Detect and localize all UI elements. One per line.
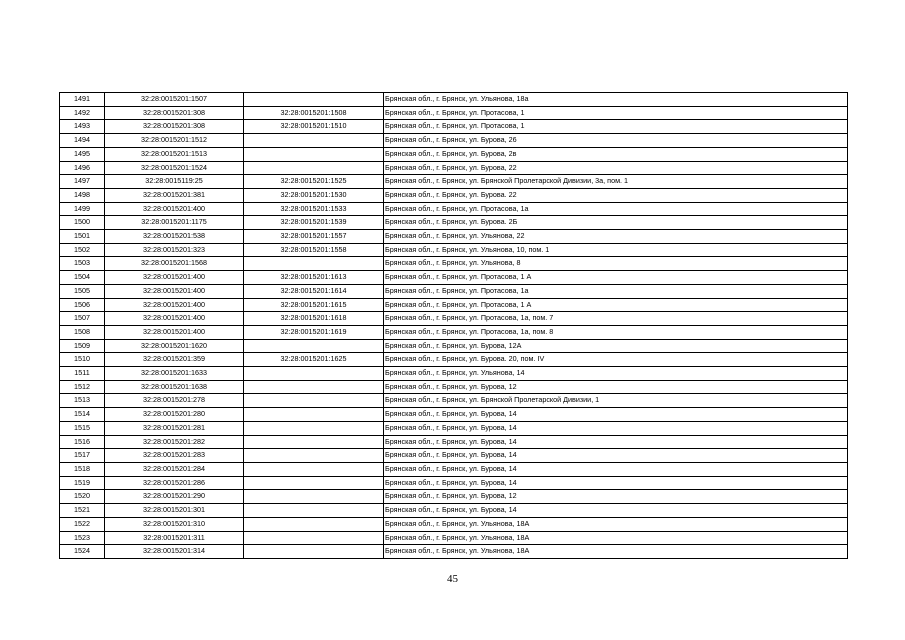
address-cell: Брянская обл., г. Брянск, ул. Бурова, 2в <box>384 147 848 161</box>
table-row <box>60 490 848 504</box>
table-row <box>60 93 848 107</box>
premises-cadastral-number-cell: 32:28:0015201:1530 <box>244 188 384 202</box>
premises-cadastral-number-cell <box>244 394 384 408</box>
cadastral-number-cell: 32:28:0015201:323 <box>105 243 244 257</box>
premises-cadastral-number-cell <box>244 380 384 394</box>
table-row <box>60 449 848 463</box>
table-row <box>60 202 848 216</box>
address-cell: Брянская обл., г. Брянск, ул. Протасова, 1а, пом. 7 <box>384 312 848 326</box>
premises-cadastral-number-cell <box>244 367 384 381</box>
premises-cadastral-number-cell: 32:28:0015201:1618 <box>244 312 384 326</box>
table-row <box>60 106 848 120</box>
address-cell: Брянская обл., г. Брянск, ул. Бурова, 14 <box>384 408 848 422</box>
table-row <box>60 435 848 449</box>
cadastral-number-cell: 32:28:0015201:400 <box>105 271 244 285</box>
registry-table <box>59 92 848 559</box>
premises-cadastral-number-cell: 32:28:0015201:1533 <box>244 202 384 216</box>
row-number-cell: 1506 <box>60 298 105 312</box>
table-row <box>60 325 848 339</box>
address-cell: Брянская обл., г. Брянск, ул. Ульянова, 8 <box>384 257 848 271</box>
table-row <box>60 517 848 531</box>
cadastral-number-cell: 32:28:0015201:282 <box>105 435 244 449</box>
premises-cadastral-number-cell: 32:28:0015201:1539 <box>244 216 384 230</box>
address-cell: Брянская обл., г. Брянск, ул. Бурова. 20, пом. IV <box>384 353 848 367</box>
table-row <box>60 462 848 476</box>
address-cell: Брянская обл., г. Брянск, ул. Ульянова, 18А <box>384 531 848 545</box>
row-number-cell: 1523 <box>60 531 105 545</box>
cadastral-number-cell: 32:28:0015201:301 <box>105 504 244 518</box>
table-row <box>60 394 848 408</box>
address-cell: Брянская обл., г. Брянск, ул. Ульянова, 18А <box>384 545 848 559</box>
cadastral-number-cell: 32:28:0015201:400 <box>105 312 244 326</box>
row-number-cell: 1513 <box>60 394 105 408</box>
cadastral-number-cell: 32:28:0015201:400 <box>105 298 244 312</box>
cadastral-number-cell: 32:28:0015201:1620 <box>105 339 244 353</box>
premises-cadastral-number-cell <box>244 257 384 271</box>
row-number-cell: 1514 <box>60 408 105 422</box>
premises-cadastral-number-cell <box>244 504 384 518</box>
table-row <box>60 175 848 189</box>
cadastral-number-cell: 32:28:0015201:278 <box>105 394 244 408</box>
cadastral-number-cell: 32:28:0015201:308 <box>105 120 244 134</box>
row-number-cell: 1504 <box>60 271 105 285</box>
table-row <box>60 271 848 285</box>
table-row <box>60 243 848 257</box>
table-row <box>60 230 848 244</box>
premises-cadastral-number-cell <box>244 517 384 531</box>
table-row <box>60 504 848 518</box>
cadastral-number-cell: 32:28:0015201:1507 <box>105 93 244 107</box>
address-cell: Брянская обл., г. Брянск, ул. Протасова, 1 <box>384 106 848 120</box>
cadastral-number-cell: 32:28:0015201:290 <box>105 490 244 504</box>
page-number: 45 <box>447 573 458 585</box>
address-cell: Брянская обл., г. Брянск, ул. Протасова, 1 <box>384 120 848 134</box>
row-number-cell: 1502 <box>60 243 105 257</box>
cadastral-number-cell: 32:28:0015201:359 <box>105 353 244 367</box>
table-row <box>60 216 848 230</box>
row-number-cell: 1509 <box>60 339 105 353</box>
row-number-cell: 1510 <box>60 353 105 367</box>
table-row <box>60 134 848 148</box>
row-number-cell: 1515 <box>60 421 105 435</box>
cadastral-number-cell: 32:28:0015201:281 <box>105 421 244 435</box>
premises-cadastral-number-cell <box>244 161 384 175</box>
address-cell: Брянская обл., г. Брянск, ул. Бурова, 12А <box>384 339 848 353</box>
address-cell: Брянская обл., г. Брянск, ул. Брянской Пролетарской Дивизии, 3а, пом. 1 <box>384 175 848 189</box>
address-cell: Брянская обл., г. Брянск, ул. Бурова, 12 <box>384 380 848 394</box>
address-cell: Брянская обл., г. Брянск, ул. Бурова, 12 <box>384 490 848 504</box>
premises-cadastral-number-cell <box>244 147 384 161</box>
cadastral-number-cell: 32:28:0015201:1638 <box>105 380 244 394</box>
premises-cadastral-number-cell: 32:28:0015201:1558 <box>244 243 384 257</box>
table-row <box>60 367 848 381</box>
premises-cadastral-number-cell: 32:28:0015201:1619 <box>244 325 384 339</box>
table-row <box>60 339 848 353</box>
premises-cadastral-number-cell: 32:28:0015201:1614 <box>244 284 384 298</box>
row-number-cell: 1492 <box>60 106 105 120</box>
address-cell: Брянская обл., г. Брянск, ул. Протасова, 1а <box>384 202 848 216</box>
address-cell: Брянская обл., г. Брянск, ул. Протасова, 1 А <box>384 298 848 312</box>
cadastral-number-cell: 32:28:0015201:314 <box>105 545 244 559</box>
row-number-cell: 1499 <box>60 202 105 216</box>
address-cell: Брянская обл., г. Брянск, ул. Бурова, 14 <box>384 504 848 518</box>
row-number-cell: 1516 <box>60 435 105 449</box>
registry-table-body <box>60 93 848 559</box>
table-row <box>60 298 848 312</box>
premises-cadastral-number-cell: 32:28:0015201:1508 <box>244 106 384 120</box>
row-number-cell: 1497 <box>60 175 105 189</box>
cadastral-number-cell: 32:28:0015201:1513 <box>105 147 244 161</box>
row-number-cell: 1511 <box>60 367 105 381</box>
table-row <box>60 161 848 175</box>
premises-cadastral-number-cell: 32:28:0015201:1613 <box>244 271 384 285</box>
row-number-cell: 1522 <box>60 517 105 531</box>
address-cell: Брянская обл., г. Брянск, ул. Протасова, 1а, пом. 8 <box>384 325 848 339</box>
row-number-cell: 1520 <box>60 490 105 504</box>
cadastral-number-cell: 32:28:0015201:381 <box>105 188 244 202</box>
table-row <box>60 312 848 326</box>
table-row <box>60 476 848 490</box>
cadastral-number-cell: 32:28:0015201:1568 <box>105 257 244 271</box>
address-cell: Брянская обл., г. Брянск, ул. Брянской Пролетарской Дивизии, 1 <box>384 394 848 408</box>
premises-cadastral-number-cell <box>244 449 384 463</box>
row-number-cell: 1518 <box>60 462 105 476</box>
cadastral-number-cell: 32:28:0015201:311 <box>105 531 244 545</box>
premises-cadastral-number-cell <box>244 476 384 490</box>
cadastral-number-cell: 32:28:0015119:25 <box>105 175 244 189</box>
row-number-cell: 1498 <box>60 188 105 202</box>
address-cell: Брянская обл., г. Брянск, ул. Ульянова, 18А <box>384 517 848 531</box>
table-row <box>60 284 848 298</box>
cadastral-number-cell: 32:28:0015201:308 <box>105 106 244 120</box>
premises-cadastral-number-cell <box>244 134 384 148</box>
premises-cadastral-number-cell: 32:28:0015201:1525 <box>244 175 384 189</box>
address-cell: Брянская обл., г. Брянск, ул. Протасова, 1а <box>384 284 848 298</box>
table-row <box>60 147 848 161</box>
table-row <box>60 353 848 367</box>
row-number-cell: 1494 <box>60 134 105 148</box>
premises-cadastral-number-cell <box>244 462 384 476</box>
row-number-cell: 1493 <box>60 120 105 134</box>
premises-cadastral-number-cell <box>244 339 384 353</box>
cadastral-number-cell: 32:28:0015201:1524 <box>105 161 244 175</box>
row-number-cell: 1491 <box>60 93 105 107</box>
cadastral-number-cell: 32:28:0015201:284 <box>105 462 244 476</box>
address-cell: Брянская обл., г. Брянск, ул. Ульянова, 10, пом. 1 <box>384 243 848 257</box>
cadastral-number-cell: 32:28:0015201:1633 <box>105 367 244 381</box>
row-number-cell: 1507 <box>60 312 105 326</box>
premises-cadastral-number-cell <box>244 408 384 422</box>
premises-cadastral-number-cell <box>244 435 384 449</box>
cadastral-number-cell: 32:28:0015201:538 <box>105 230 244 244</box>
premises-cadastral-number-cell <box>244 531 384 545</box>
row-number-cell: 1519 <box>60 476 105 490</box>
cadastral-number-cell: 32:28:0015201:400 <box>105 325 244 339</box>
row-number-cell: 1508 <box>60 325 105 339</box>
address-cell: Брянская обл., г. Брянск, ул. Бурова. 2Б <box>384 216 848 230</box>
row-number-cell: 1512 <box>60 380 105 394</box>
premises-cadastral-number-cell <box>244 93 384 107</box>
address-cell: Брянская обл., г. Брянск, ул. Бурова, 14 <box>384 462 848 476</box>
table-row <box>60 380 848 394</box>
table-row <box>60 421 848 435</box>
address-cell: Брянская обл., г. Брянск, ул. Бурова, 14 <box>384 476 848 490</box>
table-row <box>60 545 848 559</box>
address-cell: Брянская обл., г. Брянск, ул. Бурова, 26 <box>384 134 848 148</box>
address-cell: Брянская обл., г. Брянск, ул. Протасова, 1 А <box>384 271 848 285</box>
premises-cadastral-number-cell <box>244 490 384 504</box>
address-cell: Брянская обл., г. Брянск, ул. Ульянова, 18а <box>384 93 848 107</box>
premises-cadastral-number-cell <box>244 421 384 435</box>
cadastral-number-cell: 32:28:0015201:310 <box>105 517 244 531</box>
row-number-cell: 1517 <box>60 449 105 463</box>
row-number-cell: 1500 <box>60 216 105 230</box>
cadastral-number-cell: 32:28:0015201:283 <box>105 449 244 463</box>
table-row <box>60 188 848 202</box>
premises-cadastral-number-cell <box>244 545 384 559</box>
cadastral-number-cell: 32:28:0015201:400 <box>105 202 244 216</box>
cadastral-number-cell: 32:28:0015201:1175 <box>105 216 244 230</box>
address-cell: Брянская обл., г. Брянск, ул. Бурова. 22 <box>384 188 848 202</box>
address-cell: Брянская обл., г. Брянск, ул. Бурова, 14 <box>384 449 848 463</box>
table-row <box>60 120 848 134</box>
address-cell: Брянская обл., г. Брянск, ул. Бурова, 14 <box>384 435 848 449</box>
table-row <box>60 531 848 545</box>
cadastral-number-cell: 32:28:0015201:280 <box>105 408 244 422</box>
row-number-cell: 1521 <box>60 504 105 518</box>
table-row <box>60 408 848 422</box>
table-row <box>60 257 848 271</box>
address-cell: Брянская обл., г. Брянск, ул. Бурова, 22 <box>384 161 848 175</box>
row-number-cell: 1495 <box>60 147 105 161</box>
premises-cadastral-number-cell: 32:28:0015201:1557 <box>244 230 384 244</box>
premises-cadastral-number-cell: 32:28:0015201:1510 <box>244 120 384 134</box>
registry-table-container <box>59 92 848 559</box>
address-cell: Брянская обл., г. Брянск, ул. Ульянова, 14 <box>384 367 848 381</box>
row-number-cell: 1524 <box>60 545 105 559</box>
row-number-cell: 1505 <box>60 284 105 298</box>
row-number-cell: 1503 <box>60 257 105 271</box>
cadastral-number-cell: 32:28:0015201:1512 <box>105 134 244 148</box>
premises-cadastral-number-cell: 32:28:0015201:1615 <box>244 298 384 312</box>
cadastral-number-cell: 32:28:0015201:400 <box>105 284 244 298</box>
address-cell: Брянская обл., г. Брянск, ул. Бурова, 14 <box>384 421 848 435</box>
row-number-cell: 1496 <box>60 161 105 175</box>
cadastral-number-cell: 32:28:0015201:286 <box>105 476 244 490</box>
row-number-cell: 1501 <box>60 230 105 244</box>
address-cell: Брянская обл., г. Брянск, ул. Ульянова, 22 <box>384 230 848 244</box>
premises-cadastral-number-cell: 32:28:0015201:1625 <box>244 353 384 367</box>
